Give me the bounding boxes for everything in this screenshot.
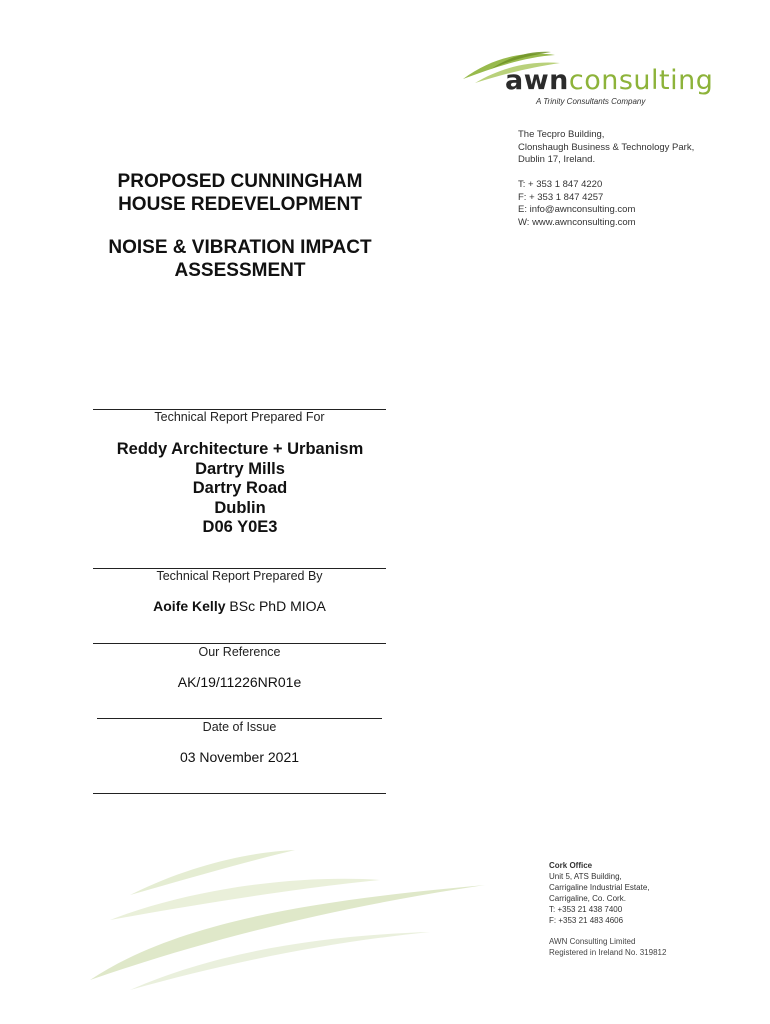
prepared-for-caption: Technical Report Prepared For	[154, 410, 325, 424]
client-address-line: Dartry Road	[192, 479, 288, 497]
logo-word-light: consulting	[568, 65, 714, 96]
report-title-line: HOUSE REDEVELOPMENT	[118, 194, 362, 215]
decorative-swoosh-graphic	[70, 840, 510, 1000]
cork-fax: F: +353 21 483 4606	[549, 916, 624, 925]
cork-address-line: Carrigaline, Co. Cork.	[549, 894, 626, 903]
office-address	[518, 129, 694, 167]
cork-office-heading: Cork Office	[549, 861, 593, 870]
cork-phone: T: +353 21 438 7400	[549, 905, 623, 914]
logo-word-bold: awn	[505, 65, 569, 96]
report-subtitle	[70, 236, 410, 282]
cork-address-line: Unit 5, ATS Building,	[549, 872, 622, 881]
company-registration	[549, 936, 666, 958]
logo-tagline: A Trinity Consultants Company	[536, 97, 646, 106]
email-address: E: info@awnconsulting.com	[518, 204, 636, 215]
contact-details	[518, 179, 636, 229]
client-block	[70, 440, 410, 538]
address-line: Clonshaugh Business & Technology Park,	[518, 141, 695, 153]
report-title	[70, 170, 410, 216]
client-postcode: D06 Y0E3	[202, 518, 278, 536]
address-line: The Tecpro Building,	[518, 129, 605, 140]
company-registration-number: Registered in Ireland No. 319812	[549, 948, 667, 957]
reference-value: AK/19/11226NR01e	[177, 674, 302, 690]
divider	[93, 793, 386, 794]
author-qualifications: BSc PhD MIOA	[225, 598, 326, 614]
cork-address-line: Carrigaline Industrial Estate,	[549, 883, 650, 892]
issue-date-caption: Date of Issue	[202, 720, 277, 734]
address-line: Dublin 17, Ireland.	[518, 154, 596, 165]
divider	[93, 643, 386, 644]
company-logo	[455, 45, 714, 115]
client-address-line: Dartry Mills	[195, 459, 285, 478]
cork-office-address	[549, 860, 650, 926]
report-title-line: PROPOSED CUNNINGHAM	[117, 171, 363, 192]
phone-number: T: + 353 1 847 4220	[518, 179, 603, 190]
logo-wordmark	[505, 67, 713, 94]
reference-caption: Our Reference	[198, 645, 281, 659]
author-line	[93, 598, 386, 614]
company-name: AWN Consulting Limited	[549, 937, 636, 946]
issue-date-value: 03 November 2021	[179, 749, 300, 765]
divider	[97, 718, 382, 719]
fax-number: F: + 353 1 847 4257	[518, 191, 604, 203]
prepared-by-caption: Technical Report Prepared By	[156, 569, 323, 583]
report-subtitle-line: ASSESSMENT	[174, 260, 306, 281]
client-address-line: Dublin	[214, 498, 266, 517]
website-address: W: www.awnconsulting.com	[518, 216, 636, 228]
report-subtitle-line: NOISE & VIBRATION IMPACT	[108, 237, 372, 258]
client-name: Reddy Architecture + Urbanism	[116, 440, 364, 458]
author-name: Aoife Kelly	[153, 598, 226, 614]
